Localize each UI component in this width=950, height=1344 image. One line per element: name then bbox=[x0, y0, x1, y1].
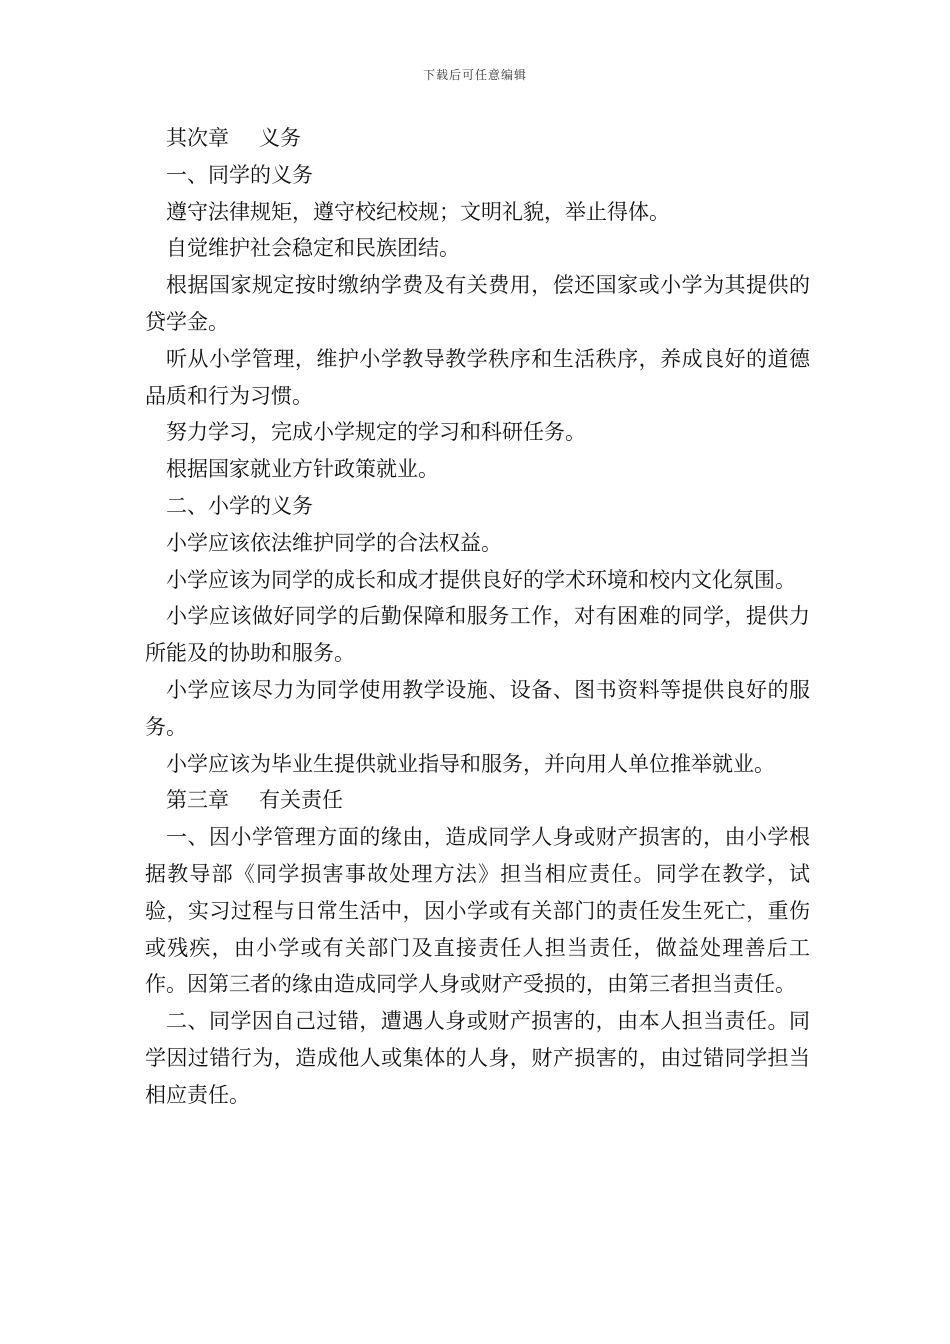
chapter-2-number: 其次章 bbox=[166, 126, 229, 150]
chapter-3-item: 二、同学因自己过错，遭遇人身或财产损害的，由本人担当责任。同学因过错行为，造成他人或集体的人身，财产损害的，由过错同学担当相应责任。 bbox=[145, 1009, 810, 1107]
header-note: 下载后可任意编辑 bbox=[422, 68, 527, 82]
section-1-item: 听从小学管理，维护小学教导教学秩序和生活秩序，养成良好的道德品质和行为习惯。 bbox=[145, 346, 810, 408]
section-1-title: 一、同学的义务 bbox=[166, 162, 313, 187]
chapter-2-title: 义务 bbox=[259, 126, 301, 150]
section-1-item: 根据国家规定按时缴纳学费及有关费用，偿还国家或小学为其提供的贷学金。 bbox=[145, 273, 810, 334]
chapter-3-number: 第三章 bbox=[166, 788, 229, 813]
section-2-item: 小学应该做好同学的后勤保障和服务工作，对有困难的同学，提供力所能及的协助和服务。 bbox=[145, 604, 810, 666]
chapter-3-title: 有关责任 bbox=[259, 788, 343, 813]
chapter-3-heading bbox=[145, 782, 810, 819]
section-2-item: 小学应该为毕业生提供就业指导和服务，并向用人单位推举就业。 bbox=[166, 751, 775, 776]
section-2-title: 二、小学的义务 bbox=[166, 493, 313, 518]
section-1-item: 根据国家就业方针政策就业。 bbox=[166, 457, 439, 482]
section-2-item: 小学应该依法维护同学的合法权益。 bbox=[166, 530, 502, 555]
section-1-item: 自觉维护社会稳定和民族团结。 bbox=[166, 236, 460, 261]
section-1-item: 努力学习，完成小学规定的学习和科研任务。 bbox=[166, 420, 586, 445]
chapter-2-heading bbox=[145, 120, 810, 157]
chapter-3-item: 一、因小学管理方面的缘由，造成同学人身或财产损害的，由小学根据教导部《同学损害事故处理方法》担当相应责任。同学在教学，试验，实习过程与日常生活中，因小学或有关部门的责任发生死亡，重伤或残疾，由小学或有关部门及直接责任人担当责任，做益处理善后工作。因第三者的缘由造成同学人身或财产受损的，由第三者担当责任。 bbox=[145, 825, 810, 997]
section-2-item: 小学应该为同学的成长和成才提供良好的学术环境和校内文化氛围。 bbox=[166, 567, 796, 592]
document-body bbox=[145, 120, 810, 1114]
section-2-item: 小学应该尽力为同学使用教学设施、设备、图书资料等提供良好的服务。 bbox=[145, 677, 810, 739]
section-1-item: 遵守法律规矩，遵守校纪校规；文明礼貌，举止得体。 bbox=[166, 199, 670, 224]
